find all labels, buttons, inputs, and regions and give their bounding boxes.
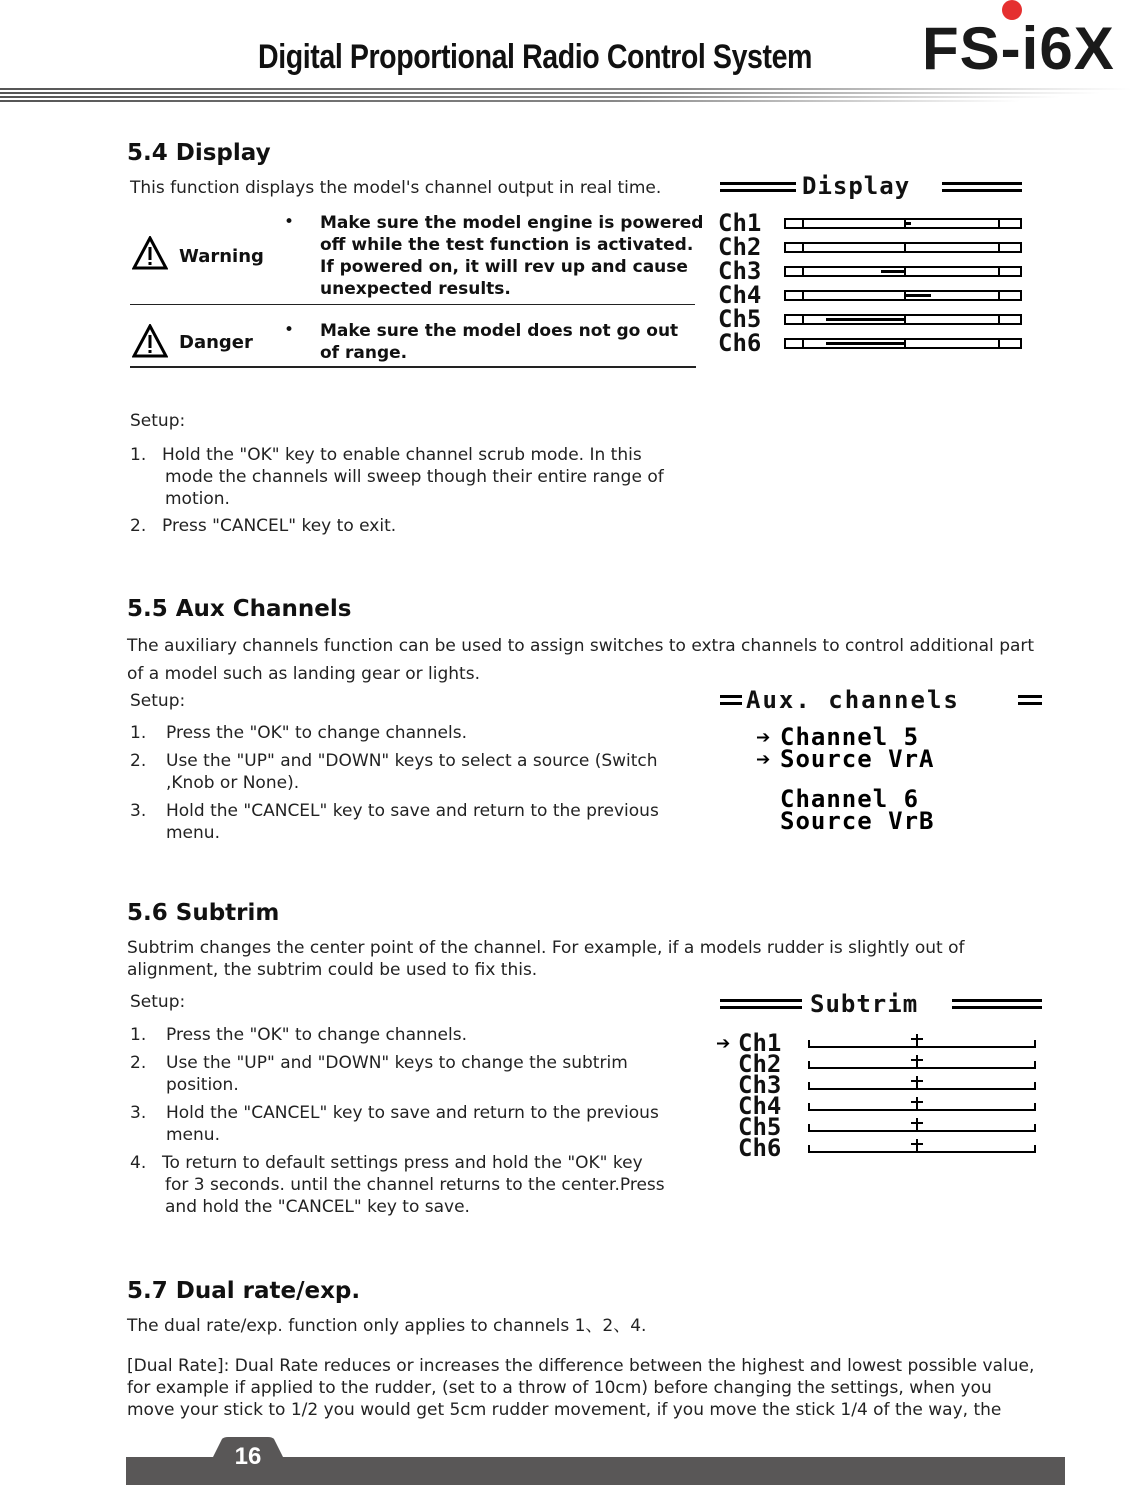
subtrim-center-marker <box>916 1055 918 1069</box>
danger-text: Make sure the model does not go out of range. <box>320 321 679 363</box>
lcd-title-rule-right <box>952 999 1042 1009</box>
bar-end-marker <box>802 314 804 325</box>
display-step-2: 2. Press "CANCEL" key to exit. <box>130 516 397 536</box>
subtrim-step-3: 3. Hold the "CANCEL" key to save and return to the previous menu. <box>130 1103 659 1145</box>
subtrim-channel-label: Ch3 <box>738 1071 782 1099</box>
bar-fill <box>906 294 931 297</box>
lcd-channel-bar <box>784 290 1022 301</box>
subtrim-center-marker-bar <box>911 1143 923 1145</box>
warning-triangle-icon <box>132 236 168 270</box>
subtrim-step-2: 2. Use the "UP" and "DOWN" keys to change the subtrim position. <box>130 1053 628 1095</box>
table-bottom-rule <box>130 366 696 368</box>
lcd-title-rule-left <box>720 182 796 192</box>
dualrate-intro: The dual rate/exp. function only applies to channels 1、2、4. <box>127 1316 647 1336</box>
lcd-title-rule-right <box>1018 695 1042 705</box>
danger-label: Danger <box>179 332 253 353</box>
subtrim-cursor-icon: ➔ <box>716 1029 731 1057</box>
lcd-channel-label: Ch1 <box>718 209 762 237</box>
lcd-channel-label: Ch4 <box>718 281 762 309</box>
aux-cursor-icon: ➔ <box>756 723 771 751</box>
bar-end-marker <box>802 290 804 301</box>
aux-source5: Source VrA <box>780 745 935 773</box>
subtrim-center-marker <box>916 1139 918 1153</box>
lcd-channel-bar <box>784 338 1022 349</box>
lcd-title: Aux. channels <box>746 686 960 714</box>
subtrim-center-marker-bar <box>911 1038 923 1040</box>
bar-end-marker <box>998 242 1000 253</box>
aux-step-3: 3. Hold the "CANCEL" key to save and return to the previous menu. <box>130 801 659 843</box>
bar-end-marker <box>998 338 1000 349</box>
subtrim-step-4: 4. To return to default settings press and hold the "OK" key for 3 seconds. until the channel returns to the center.Press and hold the "CANCEL" key to save. <box>130 1153 665 1217</box>
bar-end-marker <box>998 218 1000 229</box>
brand-logo: FS-i6X <box>922 15 1115 82</box>
lcd-title-rule-right <box>942 182 1022 192</box>
display-setup-label: Setup: <box>130 411 186 431</box>
subtrim-track <box>808 1040 1036 1048</box>
bar-fill <box>906 222 911 225</box>
aux-channel5: Channel 5 <box>780 723 920 751</box>
warning-label: Warning <box>179 246 264 267</box>
lcd-channel-label: Ch2 <box>718 233 762 261</box>
subtrim-step-1: 1. Press the "OK" to change channels. <box>130 1025 467 1045</box>
subtrim-lcd-screen <box>716 990 1046 1160</box>
subtrim-channel-label: Ch1 <box>738 1029 782 1057</box>
subtrim-center-marker <box>916 1076 918 1090</box>
bar-fill <box>826 342 906 345</box>
page-number: 16 <box>234 1443 262 1470</box>
warning-text: Make sure the model engine is powered off while the test function is activated. If powered on, it will rev up and cause unexpected results. <box>320 213 704 299</box>
danger-bullet: • <box>284 320 295 340</box>
subtrim-center-marker-bar <box>911 1101 923 1103</box>
subtrim-center-marker-bar <box>911 1080 923 1082</box>
subtrim-track <box>808 1124 1036 1132</box>
display-lcd-screen <box>718 172 1024 357</box>
display-intro: This function displays the model's channel output in real time. <box>130 178 662 198</box>
bar-fill <box>881 270 906 273</box>
subtrim-track <box>808 1145 1036 1153</box>
lcd-channel-label: Ch5 <box>718 305 762 333</box>
subtrim-track <box>808 1082 1036 1090</box>
subtrim-intro: Subtrim changes the center point of the channel. For example, if a models rudder is slightly out of alignment, the subtrim could be used to fix this. <box>127 938 965 980</box>
lcd-channel-bar <box>784 314 1022 325</box>
aux-channel6: Channel 6 <box>780 785 920 813</box>
section-heading-subtrim: 5.6 Subtrim <box>127 900 280 926</box>
aux-setup-label: Setup: <box>130 691 186 711</box>
section-heading-display: 5.4 Display <box>127 140 271 166</box>
lcd-title-rule-left <box>720 999 802 1009</box>
bar-end-marker <box>802 218 804 229</box>
subtrim-track <box>808 1103 1036 1111</box>
bar-fill <box>826 318 906 321</box>
lcd-channel-bar <box>784 218 1022 229</box>
subtrim-setup-label: Setup: <box>130 992 186 1012</box>
warning-bullet: • <box>284 212 295 232</box>
subtrim-center-marker <box>916 1097 918 1111</box>
bar-end-marker <box>802 242 804 253</box>
aux-cursor-icon: ➔ <box>756 745 771 773</box>
lcd-channel-label: Ch6 <box>718 329 762 357</box>
section-heading-dualrate: 5.7 Dual rate/exp. <box>127 1278 361 1304</box>
subtrim-center-marker <box>916 1118 918 1132</box>
bar-end-marker <box>998 266 1000 277</box>
display-step-1: 1. Hold the "OK" key to enable channel scrub mode. In this mode the channels will sweep though their entire range of motion. <box>130 445 664 509</box>
bar-end-marker <box>998 314 1000 325</box>
document-title: Digital Proportional Radio Control System <box>258 38 813 76</box>
subtrim-track <box>808 1061 1036 1069</box>
bar-end-marker <box>802 266 804 277</box>
subtrim-channel-label: Ch5 <box>738 1113 782 1141</box>
subtrim-channel-label: Ch4 <box>738 1092 782 1120</box>
lcd-channel-bar <box>784 266 1022 277</box>
lcd-channel-label: Ch3 <box>718 257 762 285</box>
lcd-title: Display <box>802 172 911 200</box>
subtrim-center-marker-bar <box>911 1122 923 1124</box>
bar-center-tick <box>904 242 906 253</box>
danger-triangle-icon <box>132 324 168 358</box>
dualrate-body: [Dual Rate]: Dual Rate reduces or increases the difference between the highest and lowest possible value, for example if applied to the rudder, (set to a throw of 10cm) before changing the settings, when you move your stick to 1/2 you would get 5cm rudder movement, if you move the stick 1/4 of the way, the <box>127 1356 1035 1420</box>
subtrim-channel-label: Ch6 <box>738 1134 782 1162</box>
header-rule <box>0 88 1131 108</box>
aux-step-2: 2. Use the "UP" and "DOWN" keys to select a source (Switch ,Knob or None). <box>130 751 658 793</box>
subtrim-center-marker-bar <box>911 1059 923 1061</box>
aux-intro: The auxiliary channels function can be used to assign switches to extra channels to control additional part of a model such as landing gear or lights. <box>127 636 1035 684</box>
bar-end-marker <box>802 338 804 349</box>
lcd-title-rule-left <box>720 695 742 705</box>
aux-lcd-screen <box>718 686 1048 836</box>
aux-source6: Source VrB <box>780 807 935 835</box>
section-heading-aux: 5.5 Aux Channels <box>127 596 352 622</box>
subtrim-channel-label: Ch2 <box>738 1050 782 1078</box>
subtrim-center-marker <box>916 1034 918 1048</box>
lcd-channel-bar <box>784 242 1022 253</box>
aux-step-1: 1. Press the "OK" to change channels. <box>130 723 467 743</box>
lcd-title: Subtrim <box>810 990 919 1018</box>
table-divider <box>130 304 695 305</box>
bar-end-marker <box>998 290 1000 301</box>
